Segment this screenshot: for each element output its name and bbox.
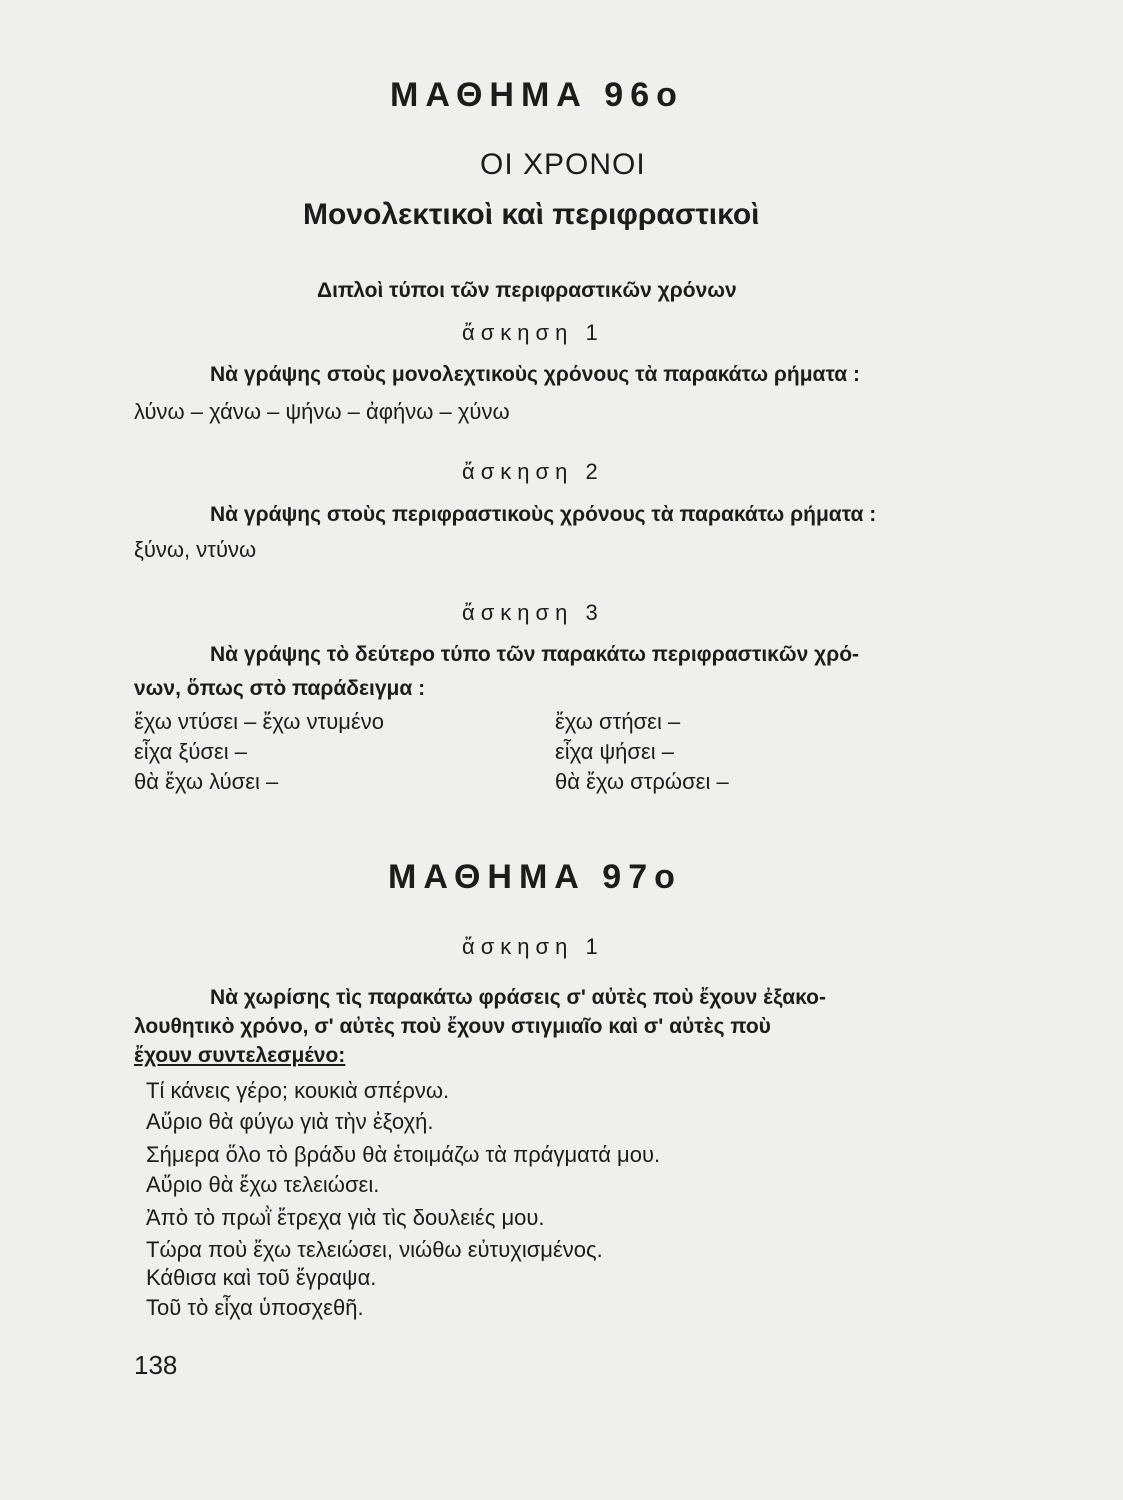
exercise-1-label: ἄσκηση 1 — [462, 320, 604, 345]
exercise-3-left-item: εἶχα ξύσει – — [134, 739, 247, 764]
exercise-3-left-item: θὰ ἔχω λύσει – — [134, 769, 279, 794]
exercise-3-instruction-line-2: νων, ὅπως στὸ παράδειγμα : — [134, 677, 426, 700]
lesson-96-title: ΜΑΘΗΜΑ 96ο — [390, 76, 684, 114]
exercise-3-left-item: ἔχω ντύσει – ἔχω ντυμένο — [134, 709, 385, 734]
exercise-3-right-item: θὰ ἔχω στρώσει – — [555, 769, 729, 794]
exercise-1-words: λύνω – χάνω – ψήνω – ἀφήνω – χύνω — [134, 399, 510, 424]
lesson-97-title: ΜΑΘΗΜΑ 97ο — [388, 858, 682, 896]
exercise-1-instruction: Νὰ γράψης στοὺς μονολεχτικοὺς χρόνους τὰ παρακάτω ρήματα : — [210, 363, 860, 386]
lesson-96-subtitle: ΟΙ ΧΡΟΝΟΙ — [480, 148, 646, 181]
sentence-item: Ἀπὸ τὸ πρωῒ ἔτρεχα γιὰ τὶς δουλειές μου. — [146, 1205, 545, 1230]
sentence-item: Κάθισα καὶ τοῦ ἔγραψα. — [146, 1265, 377, 1290]
lesson-97-instruction-line-1: Νὰ χωρίσης τὶς παρακάτω φράσεις σ' αὐτὲς ποὺ ἔχουν ἐξακο- — [210, 986, 826, 1009]
exercise-2-instruction: Νὰ γράψης στοὺς περιφραστικοὺς χρόνους τὰ παρακάτω ρήματα : — [210, 503, 877, 526]
sentence-item: Τί κάνεις γέρο; κουκιὰ σπέρνω. — [146, 1078, 450, 1103]
page-number: 138 — [134, 1350, 178, 1380]
lesson-97-instruction-line-2: λουθητικὸ χρόνο, σ' αὐτὲς ποὺ ἔχουν στιγμιαῖο καὶ σ' αὐτὲς ποὺ — [134, 1015, 771, 1038]
exercise-3-label: ἄσκηση 3 — [462, 600, 604, 625]
sentence-item: Αὔριο θὰ ἔχω τελειώσει. — [146, 1172, 380, 1197]
sentence-item: Τοῦ τὸ εἶχα ὑποσχεθῆ. — [146, 1295, 364, 1320]
exercise-3-right-item: ἔχω στήσει – — [555, 709, 681, 734]
exercise-2-words: ξύνω, ντύνω — [134, 537, 257, 562]
sentence-item: Σήμερα ὅλο τὸ βράδυ θὰ ἑτοιμάζω τὰ πράγματά μου. — [146, 1142, 661, 1167]
exercise-2-label: ἄσκηση 2 — [462, 459, 604, 484]
lesson-96-subheading: Διπλοὶ τύποι τῶν περιφραστικῶν χρόνων — [317, 279, 737, 302]
sentence-item: Αὔριο θὰ φύγω γιὰ τὴν ἐξοχή. — [146, 1109, 434, 1134]
exercise-3-instruction-line-1: Νὰ γράψης τὸ δεύτερο τύπο τῶν παρακάτω περιφραστικῶν χρό- — [210, 643, 860, 666]
lesson-96-heading: Μονολεκτικοὶ καὶ περιφραστικοὶ — [303, 198, 760, 231]
exercise-3-right-item: εἶχα ψήσει – — [555, 739, 675, 764]
lesson-97-instruction-line-3: ἔχουν συντελεσμένο: — [134, 1044, 346, 1067]
sentence-item: Τώρα ποὺ ἔχω τελειώσει, νιώθω εὐτυχισμένος. — [146, 1237, 603, 1262]
lesson-97-exercise-1-label: ἄσκηση 1 — [462, 934, 604, 959]
